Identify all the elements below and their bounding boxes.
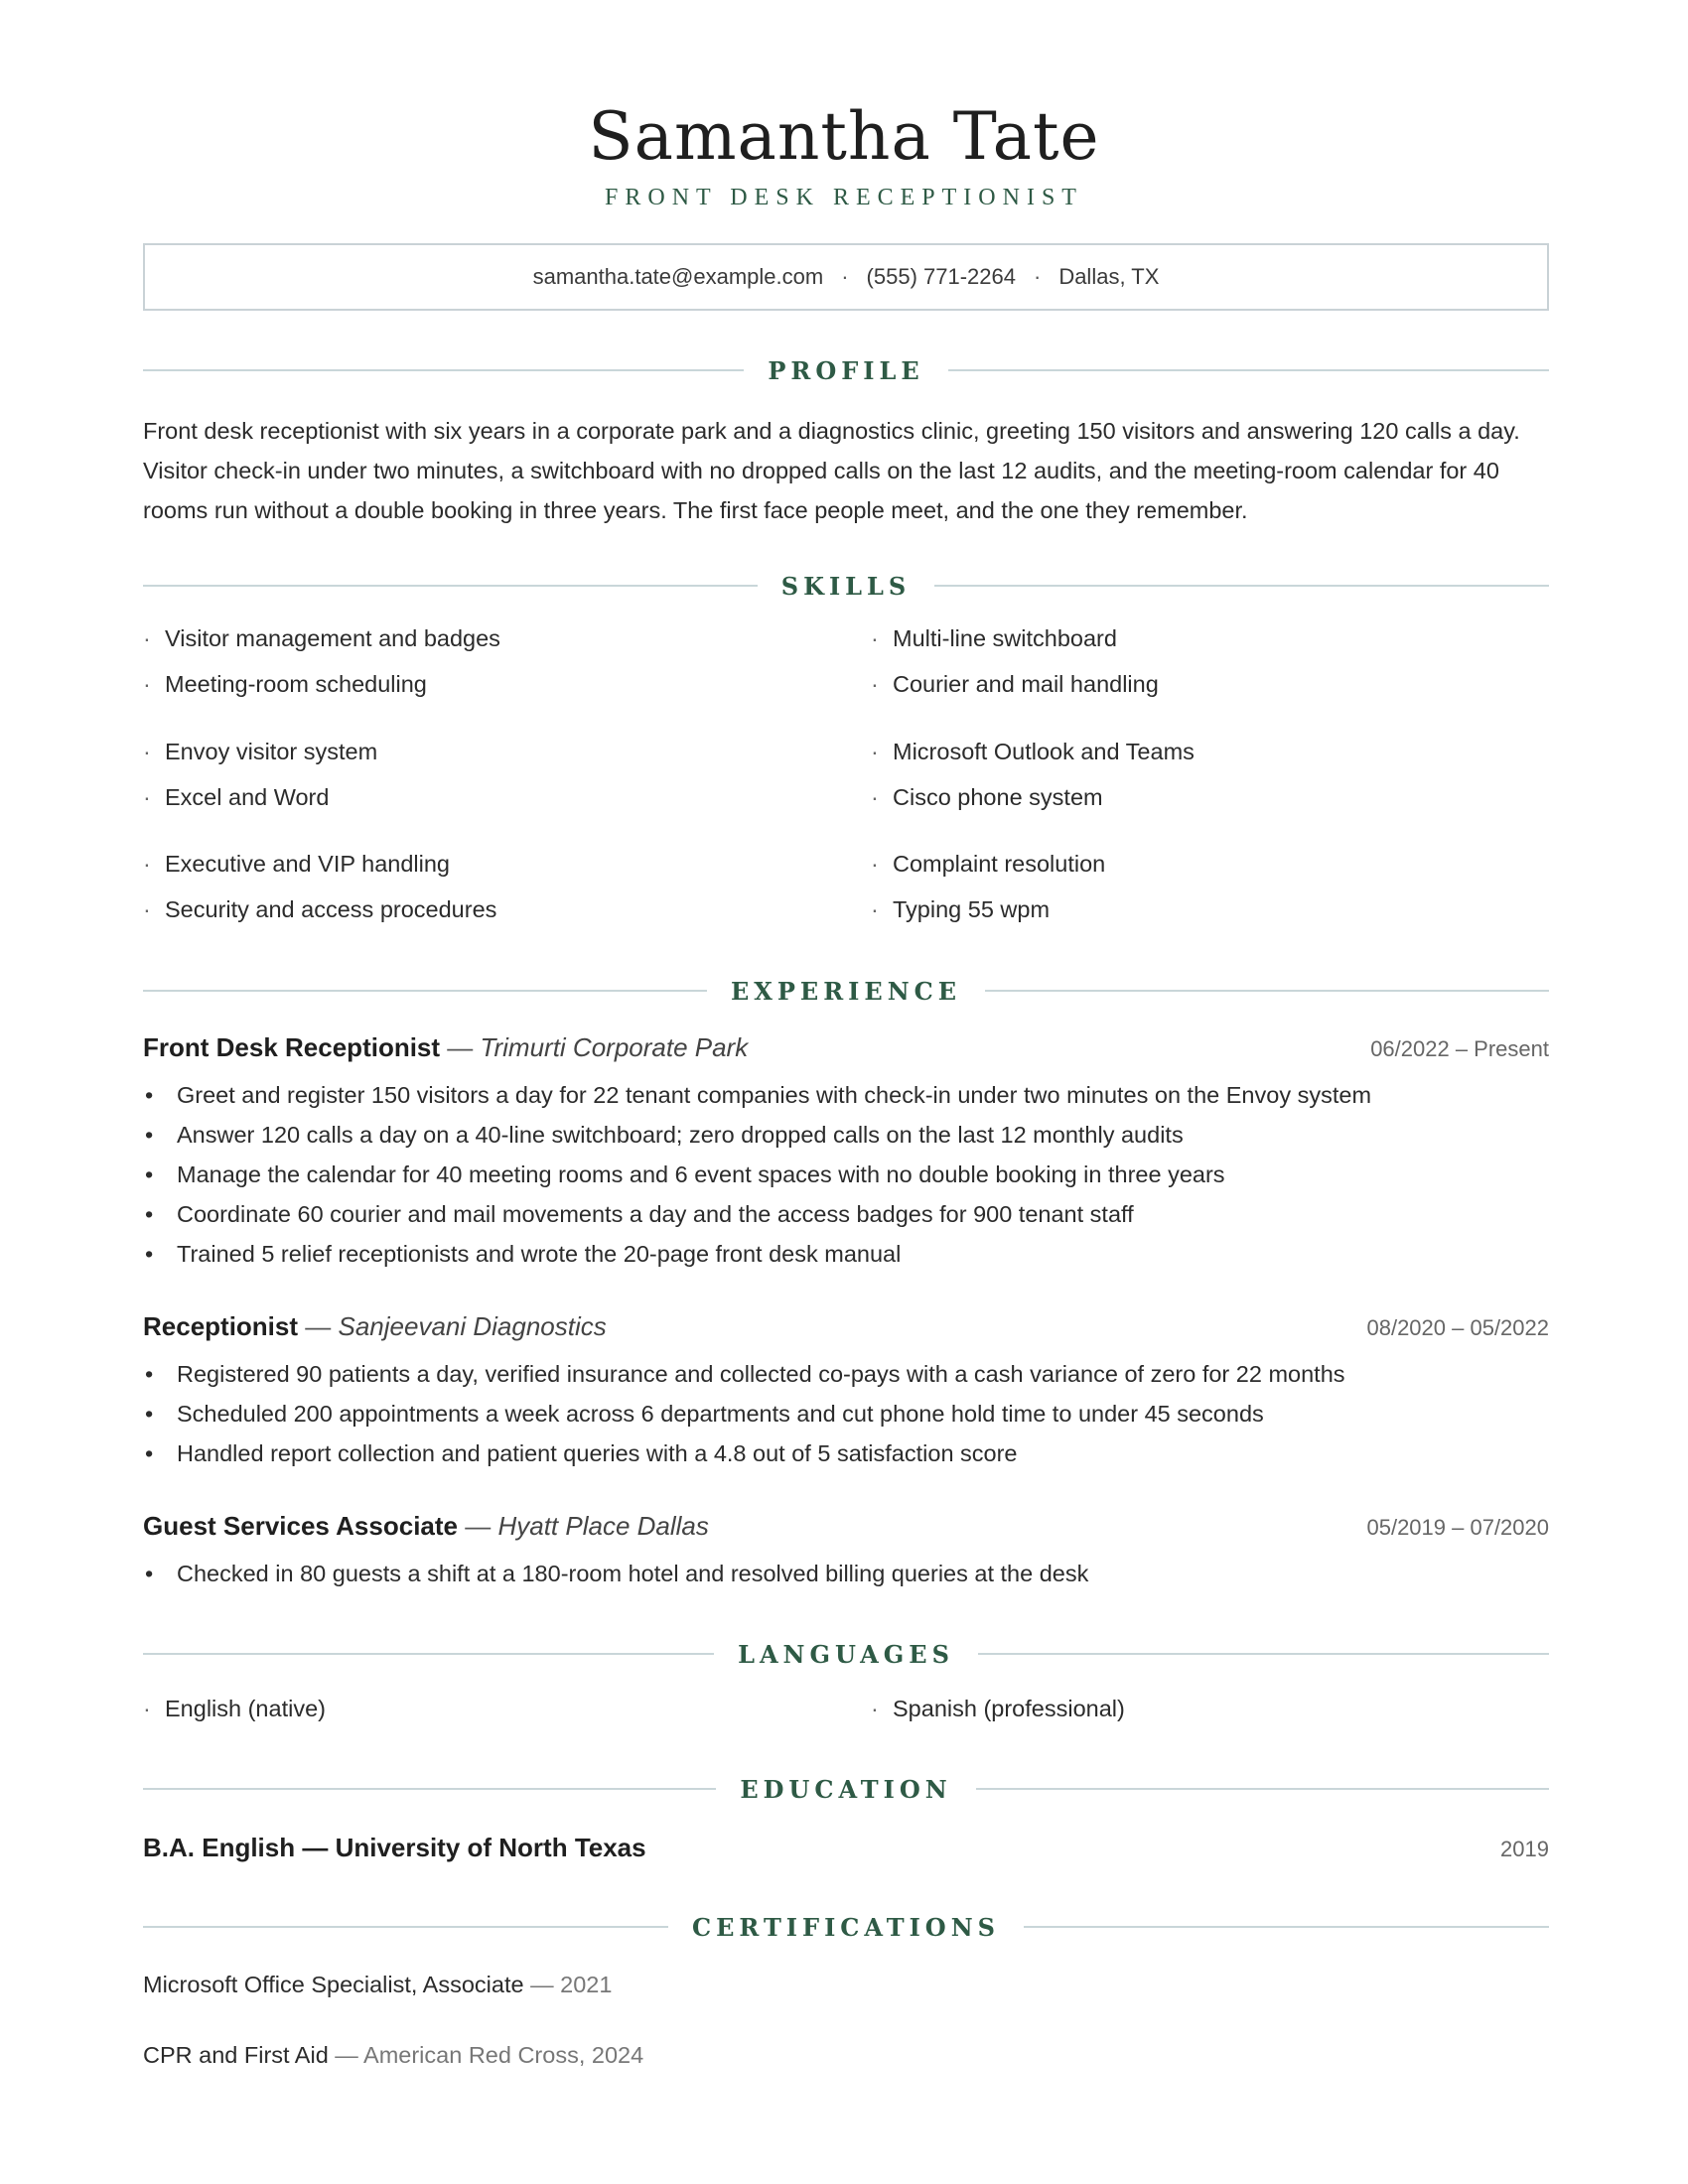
- education-year: 2019: [1500, 1837, 1549, 1861]
- section-title-education: EDUCATION: [740, 1774, 952, 1804]
- job-dates: 05/2019 – 07/2020: [1366, 1515, 1549, 1540]
- section-title-certifications: CERTIFICATIONS: [692, 1912, 1000, 1942]
- skill-item: · Microsoft Outlook and Teams: [871, 739, 1195, 764]
- education-entry: [143, 1833, 1549, 1863]
- language-item: · English (native): [143, 1696, 326, 1721]
- section-header-certifications: [143, 1909, 1549, 1945]
- job-header: [143, 1311, 1549, 1345]
- divider: [934, 585, 1549, 587]
- divider: [143, 1653, 714, 1655]
- job-role: Receptionist: [143, 1311, 299, 1341]
- section-title-languages: LANGUAGES: [738, 1639, 954, 1669]
- skill-item: · Multi-line switchboard: [871, 625, 1117, 651]
- job-bullet: • Scheduled 200 appointments a week across 6 departments and cut phone hold time to under 45 seconds: [145, 1401, 1264, 1427]
- job-header: [143, 1511, 1549, 1545]
- certification-meta: — American Red Cross, 2024: [335, 2042, 644, 2068]
- language-item: · Spanish (professional): [871, 1696, 1125, 1721]
- candidate-title: FRONT DESK RECEPTIONIST: [605, 185, 1083, 210]
- job-dash: —: [465, 1511, 492, 1541]
- job-dates: 08/2020 – 05/2022: [1366, 1315, 1549, 1340]
- contact-separator: ·: [841, 264, 849, 289]
- contact-email[interactable]: samantha.tate@example.com: [532, 264, 824, 289]
- divider: [143, 369, 744, 371]
- job-bullet: • Checked in 80 guests a shift at a 180-room hotel and resolved billing queries at the desk: [145, 1561, 1089, 1586]
- section-title-experience: EXPERIENCE: [730, 976, 962, 1006]
- divider: [143, 990, 707, 992]
- job-role: Front Desk Receptionist: [143, 1032, 441, 1062]
- divider: [978, 1653, 1549, 1655]
- skill-item: · Meeting-room scheduling: [143, 671, 427, 697]
- certification-item: [143, 1972, 612, 1998]
- divider: [143, 1926, 668, 1928]
- job-dash: —: [447, 1032, 474, 1062]
- certification-item: [143, 2042, 643, 2069]
- section-title-profile: PROFILE: [768, 355, 924, 385]
- job-header: [143, 1032, 1549, 1066]
- skill-item: · Executive and VIP handling: [143, 851, 450, 877]
- divider: [1024, 1926, 1549, 1928]
- profile-summary: Front desk receptionist with six years in a corporate park and a diagnostics clinic, greeting 150 visitors and answering 120 calls a day. Visitor check-in under two minutes, a switchboard with no dropped calls on the last 12 audits, and the meeting-room calendar for 40 rooms run without a double booking in three years. The first face people meet, and the one they remember.: [143, 418, 1520, 523]
- job-bullet: • Registered 90 patients a day, verified insurance and collected co-pays with a cash variance of zero for 22 months: [145, 1361, 1345, 1387]
- divider: [143, 585, 758, 587]
- skill-item: · Courier and mail handling: [871, 671, 1159, 697]
- candidate-name: Samantha Tate: [588, 98, 1100, 175]
- certification-meta: — 2021: [530, 1972, 613, 1997]
- contact-phone[interactable]: (555) 771-2264: [866, 264, 1016, 289]
- divider: [976, 1788, 1549, 1790]
- job-bullet: • Manage the calendar for 40 meeting rooms and 6 event spaces with no double booking in three years: [145, 1161, 1225, 1187]
- divider: [143, 1788, 716, 1790]
- skill-item: · Visitor management and badges: [143, 625, 500, 651]
- job-dash: —: [305, 1311, 332, 1341]
- certification-name: CPR and First Aid: [143, 2042, 329, 2068]
- education-degree: B.A. English — University of North Texas: [143, 1833, 646, 1862]
- contact-bar: [143, 243, 1549, 311]
- section-header-languages: [143, 1636, 1549, 1672]
- job-company: Hyatt Place Dallas: [497, 1511, 709, 1541]
- job-company: Sanjeevani Diagnostics: [338, 1311, 607, 1341]
- skill-item: · Cisco phone system: [871, 784, 1103, 810]
- section-header-profile: [143, 352, 1549, 388]
- section-title-skills: SKILLS: [780, 571, 912, 601]
- job-bullet: • Greet and register 150 visitors a day for 22 tenant companies with check-in under two minutes on the Envoy system: [145, 1082, 1372, 1108]
- skill-item: · Complaint resolution: [871, 851, 1106, 877]
- contact-separator: ·: [1033, 264, 1042, 289]
- certification-name: Microsoft Office Specialist, Associate: [143, 1972, 524, 1997]
- job-bullet: • Coordinate 60 courier and mail movements a day and the access badges for 900 tenant staff: [145, 1201, 1134, 1227]
- job-bullet: • Answer 120 calls a day on a 40-line switchboard; zero dropped calls on the last 12 monthly audits: [145, 1122, 1184, 1148]
- skill-item: · Typing 55 wpm: [871, 896, 1051, 922]
- job-role: Guest Services Associate: [143, 1511, 458, 1541]
- section-header-skills: [143, 568, 1549, 604]
- section-header-experience: [143, 973, 1549, 1009]
- job-dates: 06/2022 – Present: [1370, 1036, 1549, 1061]
- contact-location: Dallas, TX: [1058, 264, 1160, 289]
- divider: [948, 369, 1549, 371]
- job-bullet: • Handled report collection and patient queries with a 4.8 out of 5 satisfaction score: [145, 1440, 1018, 1466]
- job-company: Trimurti Corporate Park: [480, 1032, 749, 1062]
- skill-item: · Envoy visitor system: [143, 739, 378, 764]
- skill-item: · Security and access procedures: [143, 896, 497, 922]
- job-bullet: • Trained 5 relief receptionists and wrote the 20-page front desk manual: [145, 1241, 902, 1267]
- skill-item: · Excel and Word: [143, 784, 330, 810]
- section-header-education: [143, 1771, 1549, 1807]
- divider: [985, 990, 1549, 992]
